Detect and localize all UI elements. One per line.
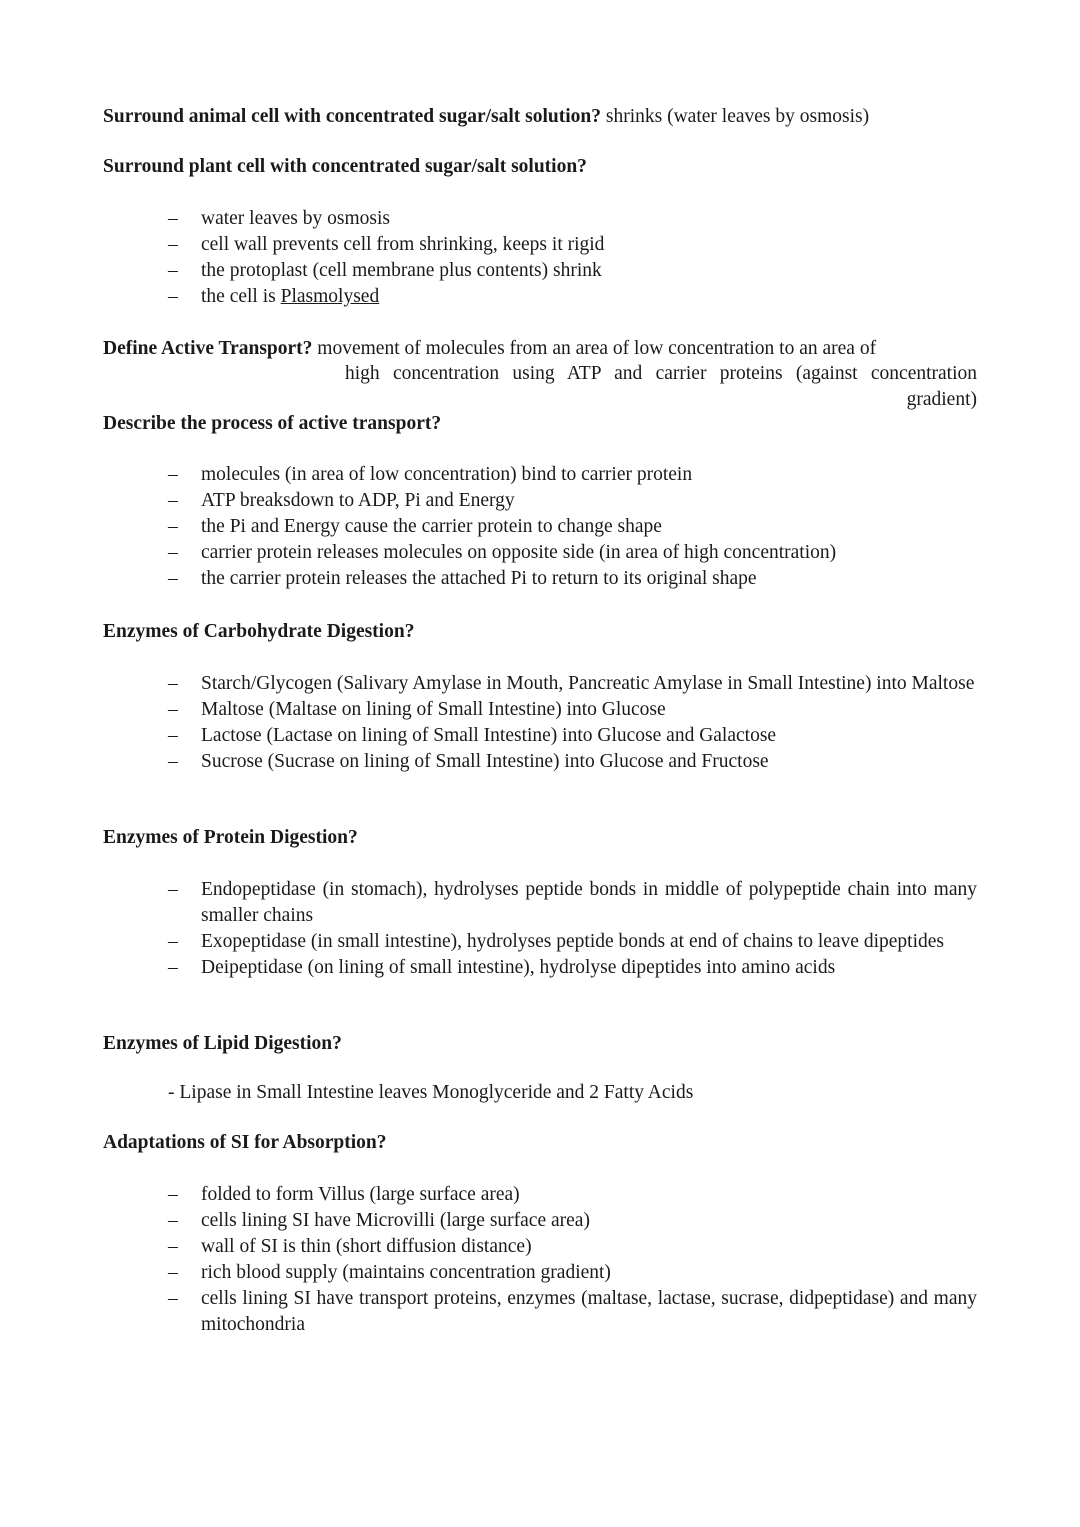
- list-item: – Maltose (Maltase on lining of Small Intestine) into Glucose: [168, 697, 977, 723]
- question-define-active-transport: [103, 336, 977, 362]
- question-text: Adaptations of SI for Absorption?: [103, 1132, 387, 1153]
- protein-list: [168, 877, 977, 981]
- question-text: Enzymes of Carbohydrate Digestion?: [103, 621, 415, 642]
- plant-cell-list: [168, 206, 977, 310]
- list-item: – cells lining SI have transport proteins, enzymes (maltase, lactase, sucrase, didpeptidase) and many mitochondria: [168, 1286, 977, 1338]
- active-transport-list: [168, 462, 977, 592]
- list-item: – carrier protein releases molecules on opposite side (in area of high concentration): [168, 540, 977, 566]
- list-item: – the carrier protein releases the attached Pi to return to its original shape: [168, 566, 977, 592]
- list-item: – ATP breaksdown to ADP, Pi and Energy: [168, 488, 977, 514]
- question-protein-digestion: [103, 825, 977, 851]
- list-item: – Sucrose (Sucrase on lining of Small Intestine) into Glucose and Fructose: [168, 749, 977, 775]
- question-text: Surround animal cell with concentrated sugar/salt solution?: [103, 106, 602, 127]
- list-item: – the Pi and Energy cause the carrier protein to change shape: [168, 514, 977, 540]
- plasmolysed-term: Plasmolysed: [280, 286, 380, 307]
- question-carbohydrate-digestion: [103, 619, 977, 645]
- answer-line-1: movement of molecules from an area of low concentration to an area of: [317, 338, 877, 359]
- list-item: – rich blood supply (maintains concentration gradient): [168, 1260, 977, 1286]
- list-item: – Lactose (Lactase on lining of Small Intestine) into Glucose and Galactose: [168, 723, 977, 749]
- list-item: – Starch/Glycogen (Salivary Amylase in Mouth, Pancreatic Amylase in Small Intestine) into Maltose: [168, 671, 977, 697]
- question-text: Enzymes of Protein Digestion?: [103, 827, 358, 848]
- question-lipid-digestion: [103, 1031, 977, 1057]
- question-text: Enzymes of Lipid Digestion?: [103, 1033, 342, 1054]
- question-si-adaptations: [103, 1130, 977, 1156]
- answer-text: shrinks (water leaves by osmosis): [605, 106, 870, 127]
- list-item: – Exopeptidase (in small intestine), hydrolyses peptide bonds at end of chains to leave dipeptides: [168, 929, 977, 955]
- lipase-line: - Lipase in Small Intestine leaves Monoglyceride and 2 Fatty Acids: [168, 1082, 694, 1103]
- list-item-prefix: the cell is: [201, 286, 276, 307]
- list-item: – wall of SI is thin (short diffusion distance): [168, 1234, 977, 1260]
- answer-continuation: high concentration using ATP and carrier proteins (against concentration gradient): [345, 363, 977, 410]
- question-active-transport-process: [103, 411, 977, 437]
- carbohydrate-list: [168, 671, 977, 775]
- question-text: Describe the process of active transport?: [103, 413, 442, 434]
- list-item: – water leaves by osmosis: [168, 206, 977, 232]
- list-item: – Deipeptidase (on lining of small intestine), hydrolyse dipeptides into amino acids: [168, 955, 977, 981]
- list-item: – the protoplast (cell membrane plus contents) shrink: [168, 258, 977, 284]
- question-text: Surround plant cell with concentrated sugar/salt solution?: [103, 156, 587, 177]
- question-plant-cell: [103, 154, 977, 180]
- list-item: – cell wall prevents cell from shrinking, keeps it rigid: [168, 232, 977, 258]
- list-item: [168, 284, 977, 310]
- list-item: – Endopeptidase (in stomach), hydrolyses peptide bonds in middle of polypeptide chain into many smaller chains: [168, 877, 977, 929]
- list-item: – cells lining SI have Microvilli (large surface area): [168, 1208, 977, 1234]
- question-text: Define Active Transport?: [103, 338, 313, 359]
- list-item: – folded to form Villus (large surface area): [168, 1182, 977, 1208]
- si-adaptations-list: [168, 1182, 977, 1338]
- question-animal-cell: [103, 104, 977, 130]
- list-item: – molecules (in area of low concentration) bind to carrier protein: [168, 462, 977, 488]
